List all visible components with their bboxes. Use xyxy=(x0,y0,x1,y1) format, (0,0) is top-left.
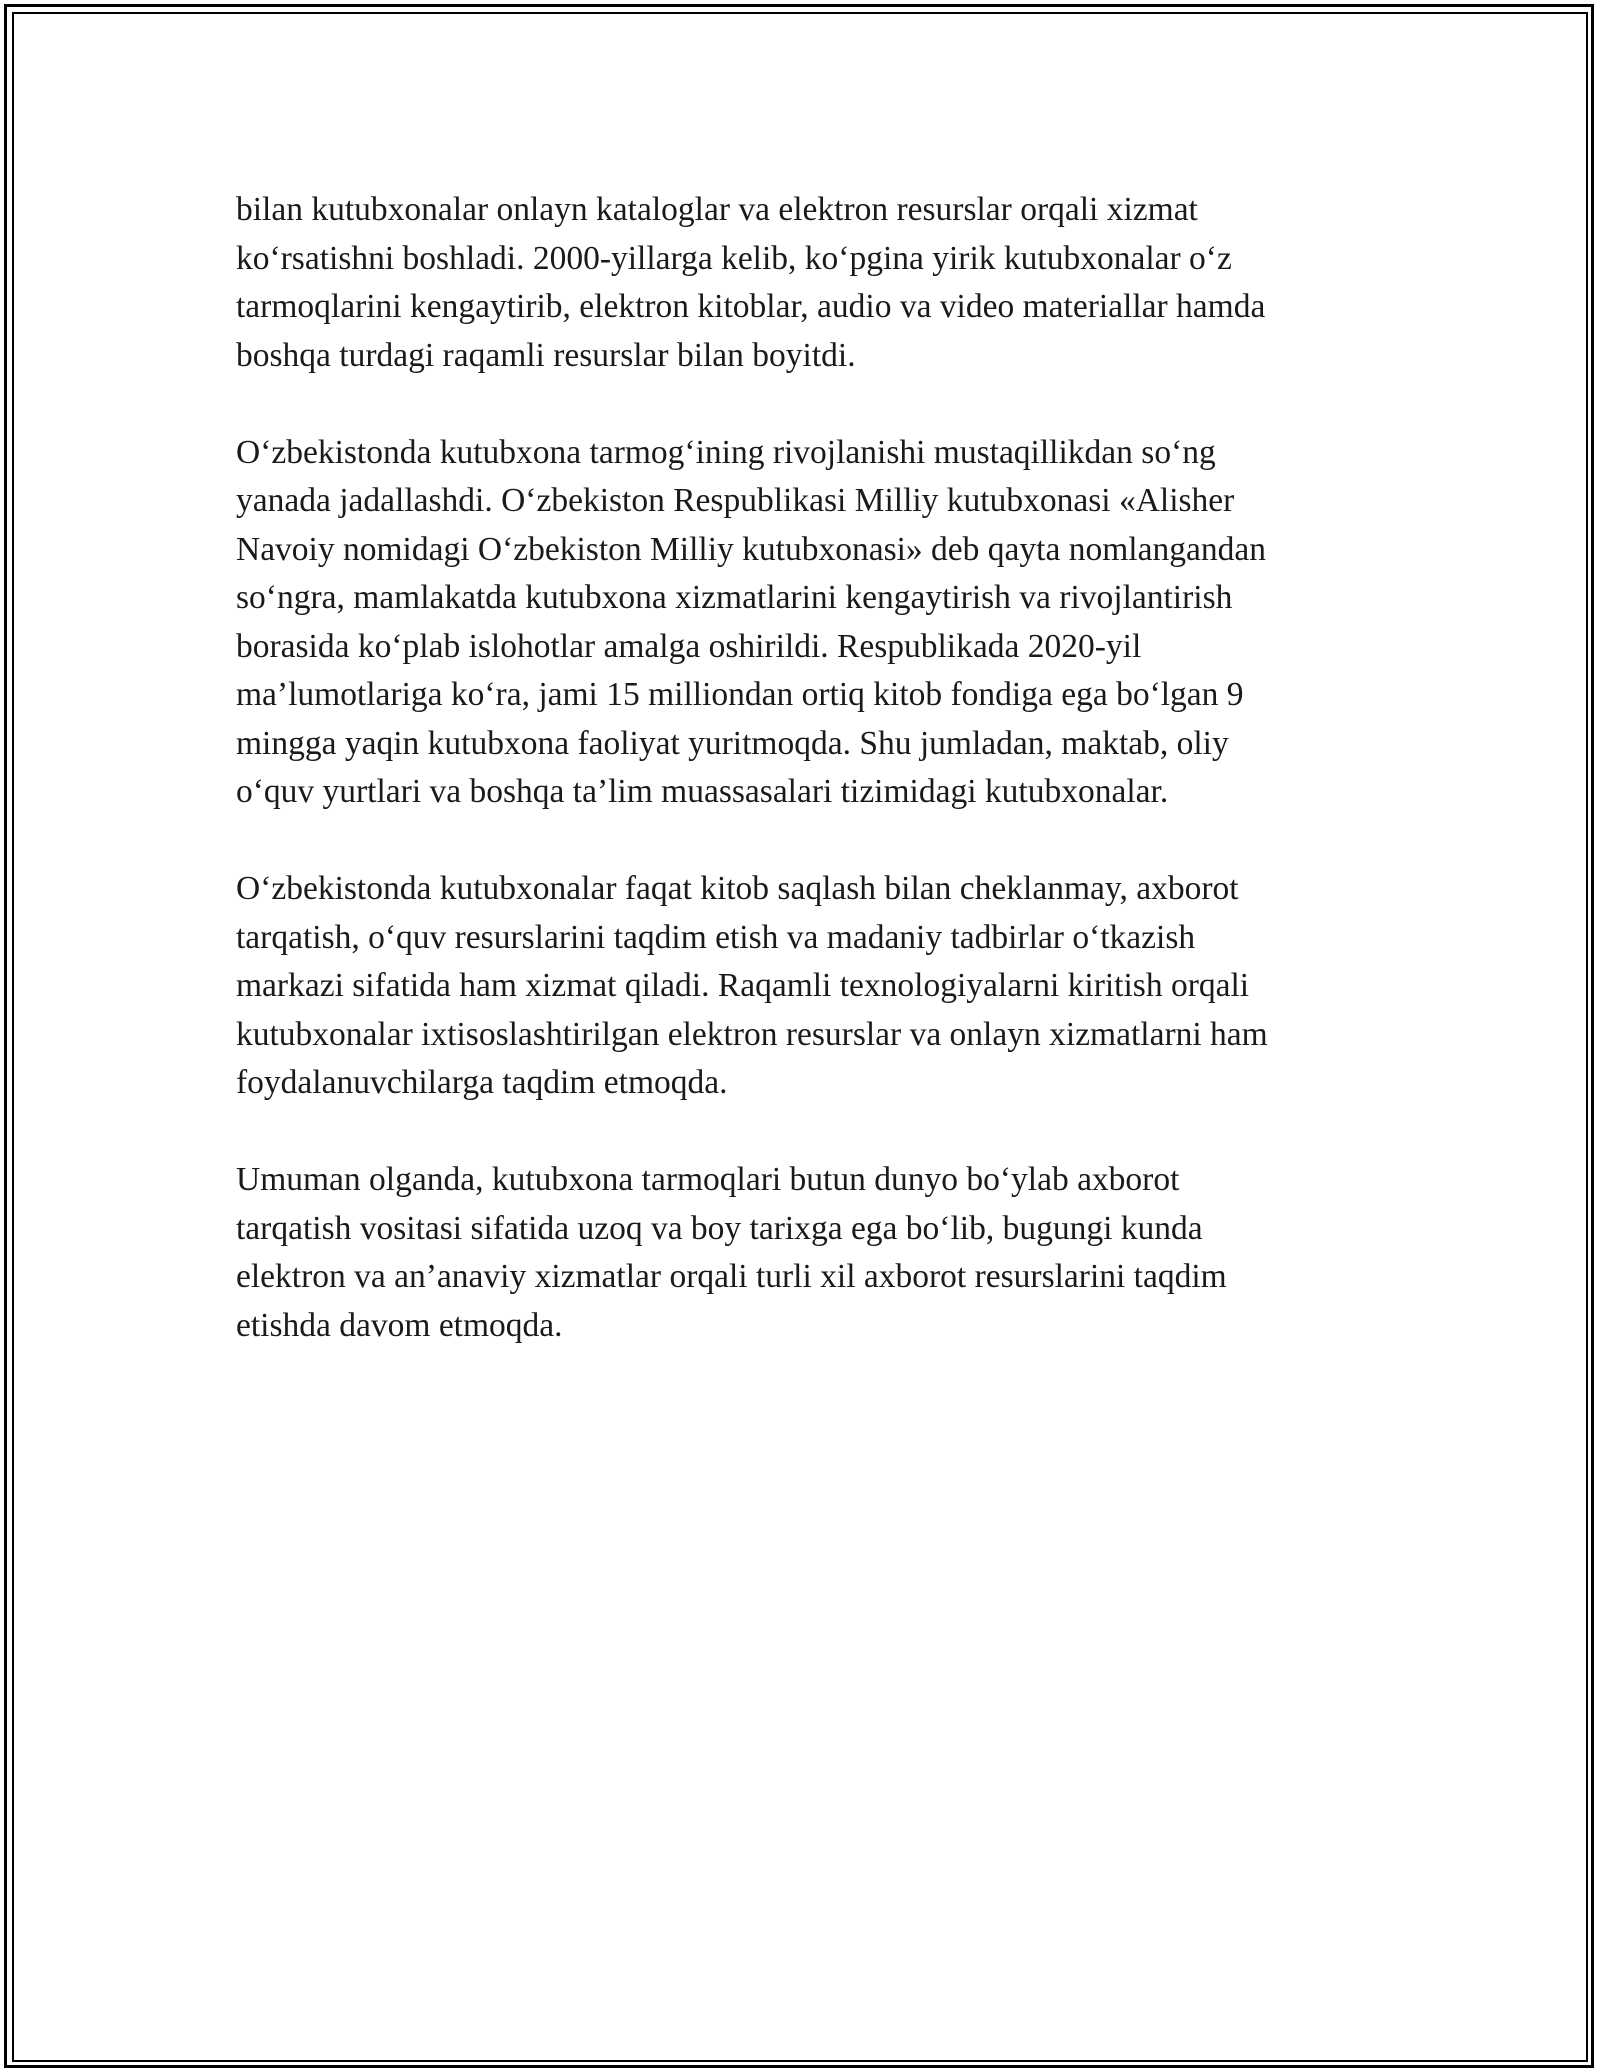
text-line: borasida ko‘plab islohotlar amalga oshirildi. Respublikada 2020-yil xyxy=(236,627,1142,665)
text-line: kutubxonalar ixtisoslashtirilgan elektron resurslar va onlayn xizmatlarni ham xyxy=(236,1015,1268,1053)
paragraph-2 xyxy=(236,429,1386,817)
document-body xyxy=(236,186,1386,1399)
text-line: ko‘rsatishni boshladi. 2000-yillarga kelib, ko‘pgina yirik kutubxonalar o‘z xyxy=(236,239,1232,277)
text-line: markazi sifatida ham xizmat qiladi. Raqamli texnologiyalarni kiritish orqali xyxy=(236,967,1250,1004)
text-line: elektron va an’anaviy xizmatlar orqali turli xil axborot resurslarini taqdim xyxy=(236,1258,1227,1295)
paragraph-3 xyxy=(236,865,1386,1108)
text-line: mingga yaqin kutubxona faoliyat yuritmoqda. Shu jumladan, maktab, oliy xyxy=(236,724,1229,762)
text-line: o‘quv yurtlari va boshqa ta’lim muassasalari tizimidagi kutubxonalar. xyxy=(236,773,1169,810)
text-line: foydalanuvchilarga taqdim etmoqda. xyxy=(236,1064,728,1101)
text-line: O‘zbekistonda kutubxonalar faqat kitob saqlash bilan cheklanmay, axborot xyxy=(236,870,1239,907)
paragraph-4 xyxy=(236,1156,1386,1350)
text-line: tarmoqlarini kengaytirib, elektron kitoblar, audio va video materiallar hamda xyxy=(236,288,1266,325)
text-line: tarqatish, o‘quv resurslarini taqdim etish va madaniy tadbirlar o‘tkazish xyxy=(236,918,1196,956)
text-line: ma’lumotlariga ko‘ra, jami 15 milliondan ortiq kitob fondiga ega bo‘lgan 9 xyxy=(236,676,1244,713)
text-line: boshqa turdagi raqamli resurslar bilan boyitdi. xyxy=(236,336,856,374)
text-line: tarqatish vositasi sifatida uzoq va boy tarixga ega bo‘lib, bugungi kunda xyxy=(236,1209,1203,1247)
text-line: etishda davom etmoqda. xyxy=(236,1306,563,1344)
text-line: bilan kutubxonalar onlayn kataloglar va elektron resurslar orqali xizmat xyxy=(236,191,1198,228)
text-line: Navoiy nomidagi O‘zbekiston Milliy kutubxonasi» deb qayta nomlangandan xyxy=(236,530,1266,568)
text-line: yanada jadallashdi. O‘zbekiston Respublikasi Milliy kutubxonasi «Alisher xyxy=(236,482,1235,519)
text-line: Umuman olganda, kutubxona tarmoqlari butun dunyo bo‘ylab axborot xyxy=(236,1161,1180,1198)
text-line: so‘ngra, mamlakatda kutubxona xizmatlarini kengaytirish va rivojlantirish xyxy=(236,579,1233,616)
text-line: O‘zbekistonda kutubxona tarmog‘ining rivojlanishi mustaqillikdan so‘ng xyxy=(236,433,1216,471)
paragraph-1 xyxy=(236,186,1386,380)
